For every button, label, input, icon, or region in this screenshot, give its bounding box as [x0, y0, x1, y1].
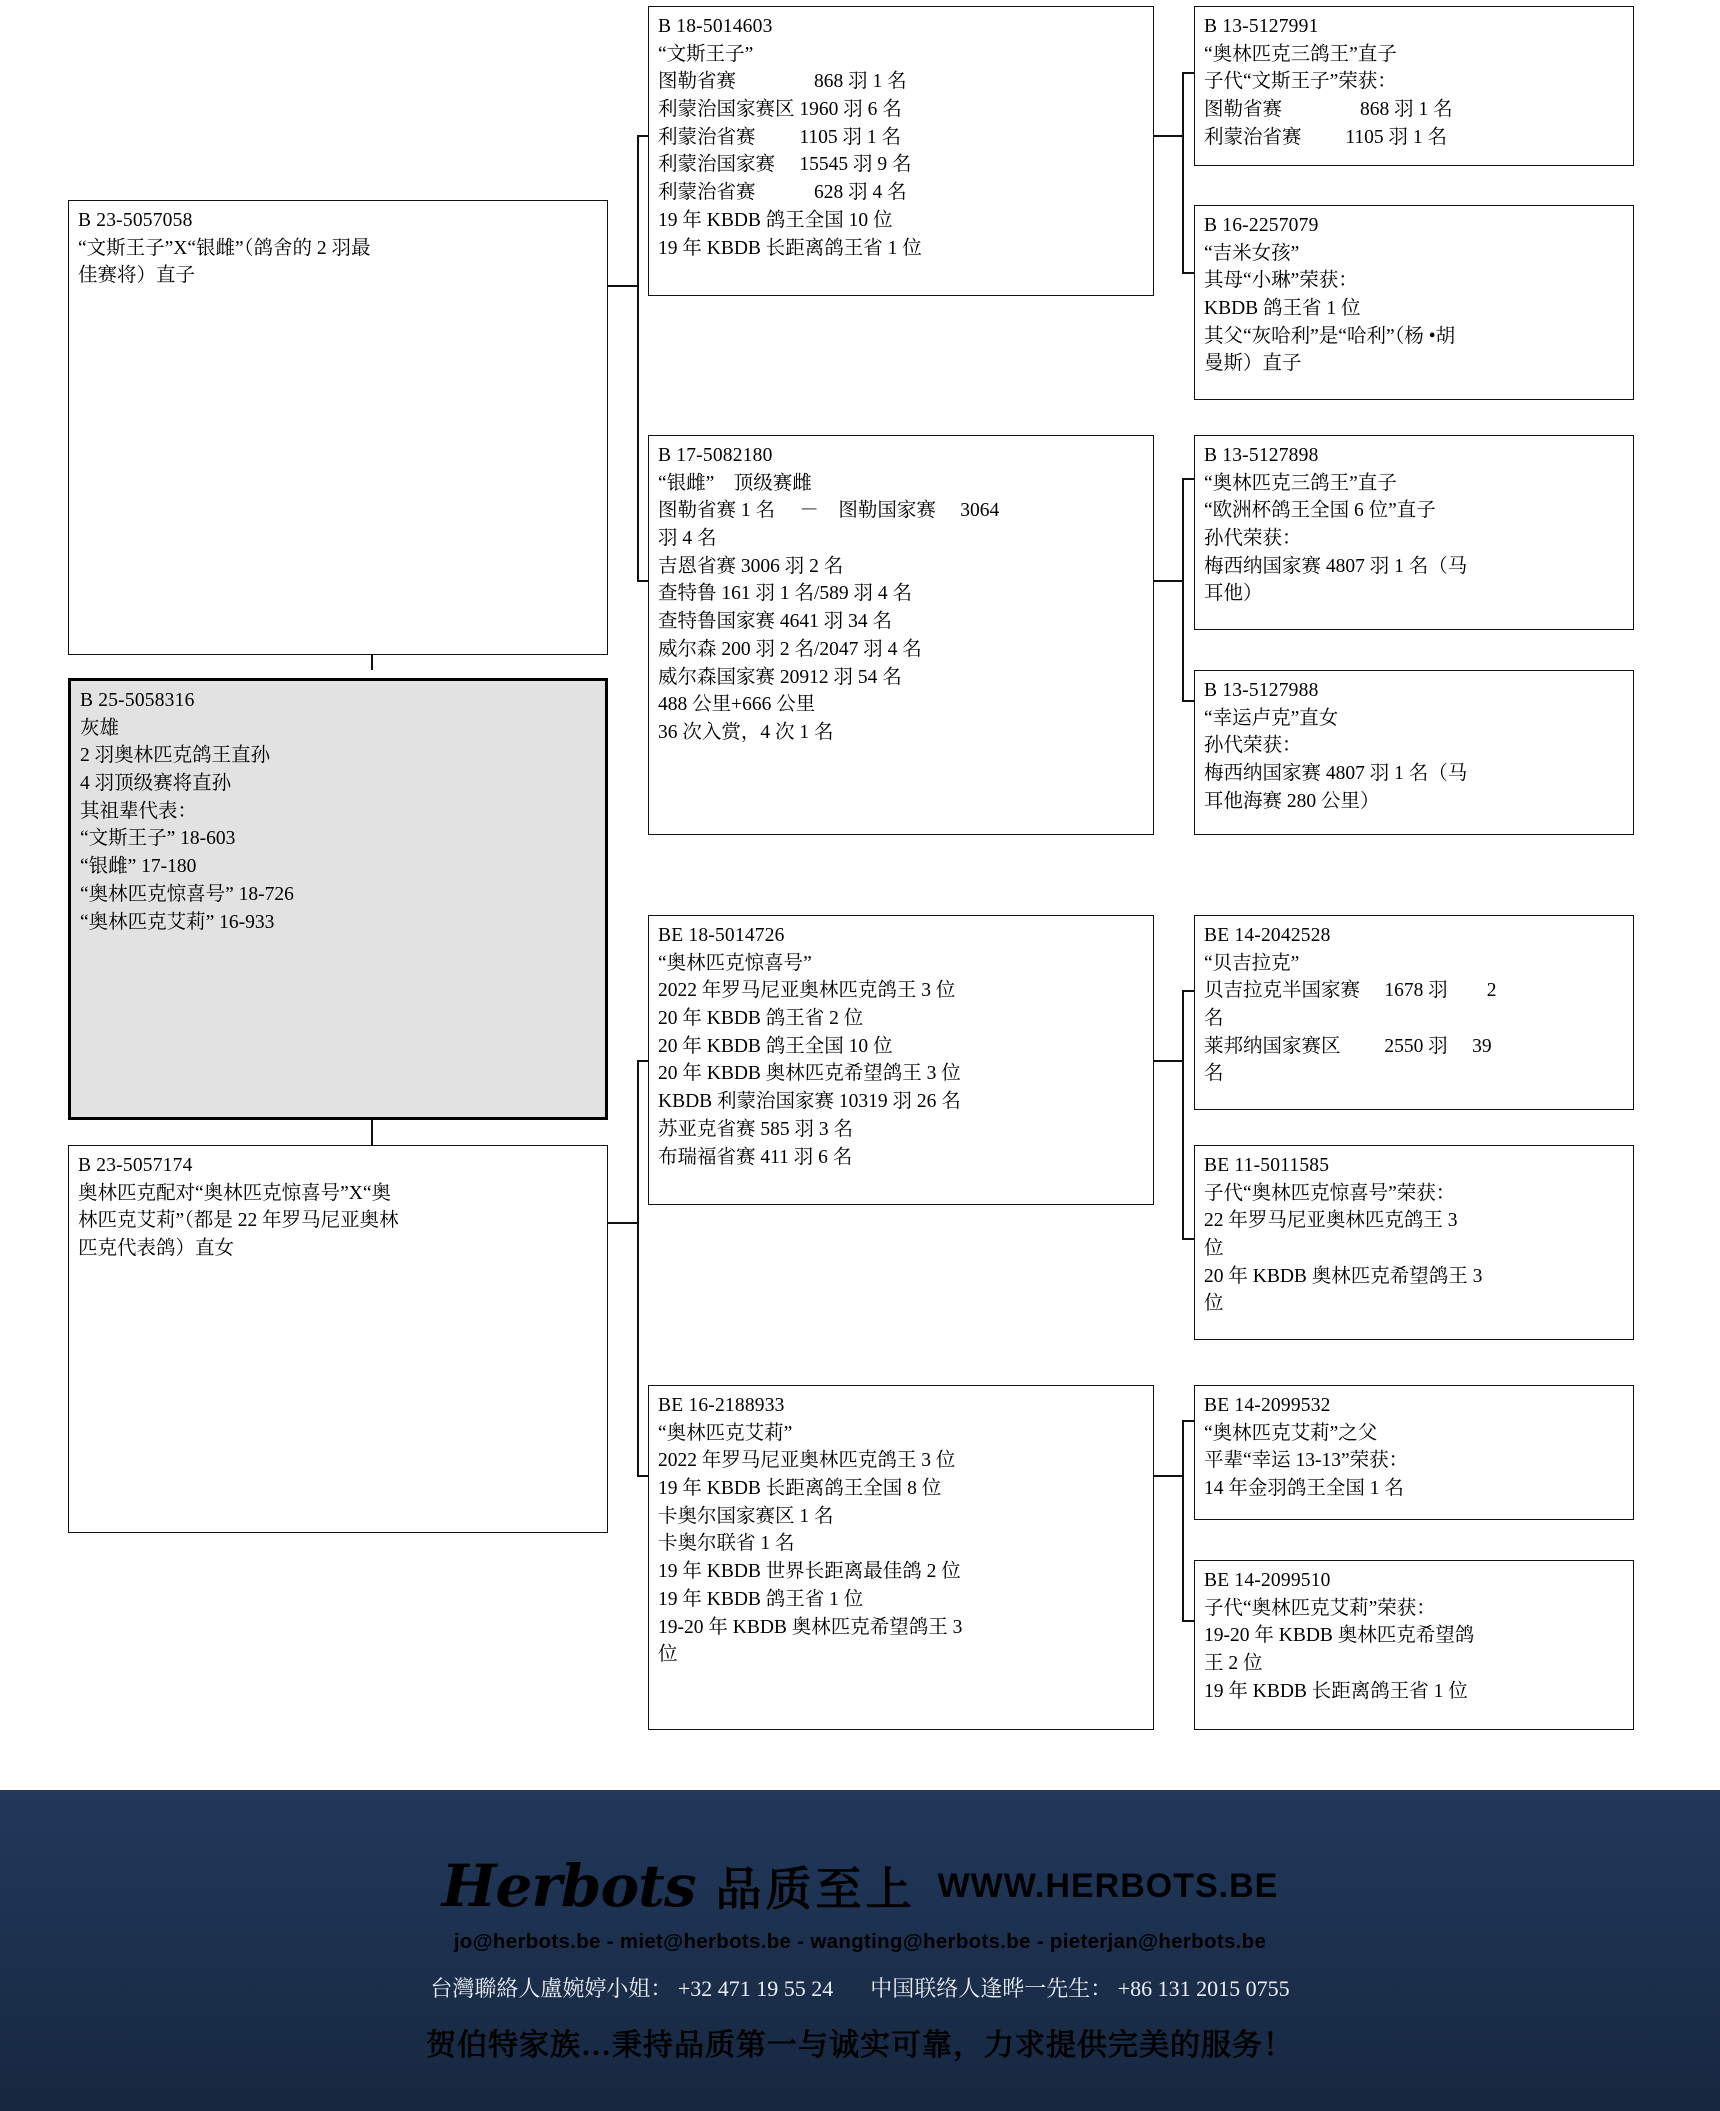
connector	[637, 1060, 639, 1475]
node-line: 王 2 位	[1204, 1653, 1263, 1675]
node-line: 匹克代表鸽）直女	[78, 1238, 235, 1260]
node-line: 4 羽顶级赛将直孙	[80, 773, 232, 795]
node-line: 卡奥尔联省 1 名	[658, 1533, 795, 1555]
node-line: 利蒙治省赛 1105 羽 1 名	[658, 126, 902, 148]
node-line: “银雌” 顶级赛雌	[658, 472, 812, 494]
ring-number: B 13-5127991	[1204, 16, 1319, 37]
ring-number: B 17-5082180	[658, 445, 773, 466]
website-url[interactable]: WWW.HERBOTS.BE	[937, 1866, 1279, 1905]
node-line: 2 羽奥林匹克鸽王直孙	[80, 745, 271, 767]
ring-number: B 18-5014603	[658, 16, 773, 37]
node-line: 奥林匹克配对“奥林匹克惊喜号”X“奥	[78, 1182, 392, 1204]
connector	[1154, 580, 1182, 582]
ring-number: BE 14-2042528	[1204, 925, 1331, 946]
node-line: 14 年金羽鸽王全国 1 名	[1204, 1478, 1404, 1500]
pedigree-node-great-2[interactable]	[1194, 205, 1634, 400]
pedigree-node-subject[interactable]	[68, 678, 608, 1120]
node-line: “奥林匹克艾莉” 16-933	[80, 911, 275, 933]
ring-number: BE 11-5011585	[1204, 1155, 1330, 1176]
ring-number: B 16-2257079	[1204, 215, 1319, 236]
node-line: 吉恩省赛 3006 羽 2 名	[658, 555, 844, 577]
pedigree-node-sire[interactable]	[68, 200, 608, 655]
connector	[1182, 1420, 1184, 1620]
ring-number: B 13-5127988	[1204, 680, 1319, 701]
node-line: 19 年 KBDB 长距离鸽王全国 8 位	[658, 1478, 942, 1500]
node-line: 孙代荣获：	[1204, 735, 1302, 757]
connector	[1182, 700, 1194, 702]
node-line: 利蒙治国家赛区 1960 羽 6 名	[658, 99, 902, 121]
node-line: 莱邦纳国家赛区 2550 羽 39	[1204, 1035, 1492, 1057]
connector	[1154, 135, 1182, 137]
node-line: 耳他海赛 280 公里）	[1204, 790, 1380, 812]
node-line: 子代“奥林匹克惊喜号”荣获：	[1204, 1182, 1456, 1204]
node-line: 图勒省赛 1 名 － 图勒国家赛 3064	[658, 500, 1000, 522]
pedigree-node-great-4[interactable]	[1194, 670, 1634, 835]
node-line: “奥林匹克惊喜号” 18-726	[80, 883, 294, 905]
ring-number: B 23-5057174	[78, 1155, 193, 1176]
node-line: 卡奥尔国家赛区 1 名	[658, 1505, 834, 1527]
ring-number: BE 18-5014726	[658, 925, 785, 946]
node-line: 苏亚克省赛 585 羽 3 名	[658, 1118, 854, 1140]
node-line: 位	[658, 1644, 678, 1666]
node-line: “银雌” 17-180	[80, 856, 197, 878]
contact-china: 中国联络人逢晔一先生： +86 131 2015 0755	[870, 1976, 1290, 2001]
node-line: “文斯王子”X“银雌”（鸽舍的 2 羽最	[78, 237, 371, 259]
node-line: 其祖辈代表：	[80, 800, 198, 822]
brand-slogan-cn: 品质至上	[715, 1864, 916, 1915]
pedigree-node-great-6[interactable]	[1194, 1145, 1634, 1340]
node-line: “文斯王子” 18-603	[80, 828, 236, 850]
node-line: “奥林匹克艾莉”之父	[1204, 1422, 1378, 1444]
connector	[1182, 1620, 1194, 1622]
node-line: 位	[1204, 1238, 1224, 1260]
node-line: 19-20 年 KBDB 奥林匹克希望鸽	[1204, 1625, 1475, 1647]
node-line: 利蒙治省赛 628 羽 4 名	[658, 182, 907, 204]
node-line: “欧洲杯鸽王全国 6 位”直子	[1204, 500, 1436, 522]
pedigree-node-great-8[interactable]	[1194, 1560, 1634, 1730]
node-line: 梅西纳国家赛 4807 羽 1 名（马	[1204, 555, 1468, 577]
node-line: 其母“小琳”荣获：	[1204, 270, 1358, 292]
footer-slogan: 贺伯特家族…秉持品质第一与诚实可靠，力求提供完美的服务！	[426, 2029, 1294, 2062]
connector	[607, 1222, 637, 1224]
connector	[1154, 1475, 1182, 1477]
node-line: 贝吉拉克半国家赛 1678 羽 2	[1204, 980, 1497, 1002]
node-line: 名	[1204, 1008, 1224, 1030]
node-line: 位	[1204, 1293, 1224, 1315]
node-line: “奥林匹克艾莉”	[658, 1422, 793, 1444]
pedigree-node-great-3[interactable]	[1194, 435, 1634, 630]
pedigree-node-grandsire-2[interactable]	[648, 915, 1154, 1205]
connector	[1182, 478, 1184, 700]
node-line: 林匹克艾莉”（都是 22 年罗马尼亚奥林	[78, 1210, 399, 1232]
node-line: 查特鲁国家赛 4641 羽 34 名	[658, 611, 893, 633]
connector	[1182, 1238, 1194, 1240]
node-line: “奥林匹克三鸽王”直子	[1204, 472, 1397, 494]
contact-persons	[0, 1972, 1720, 2003]
herbots-logo: Herbots	[441, 1852, 696, 1920]
node-line: “文斯王子”	[658, 43, 754, 65]
node-line: 查特鲁 161 羽 1 名/589 羽 4 名	[658, 583, 913, 605]
node-line: 图勒省赛 868 羽 1 名	[658, 71, 907, 93]
node-line: 2022 年罗马尼亚奥林匹克鸽王 3 位	[658, 1450, 956, 1472]
node-line: 利蒙治国家赛 15545 羽 9 名	[658, 154, 912, 176]
node-line: “幸运卢克”直女	[1204, 707, 1339, 729]
node-line: 20 年 KBDB 鸽王全国 10 位	[658, 1035, 893, 1057]
node-line: 图勒省赛 868 羽 1 名	[1204, 99, 1453, 121]
ring-number: BE 14-2099510	[1204, 1570, 1331, 1591]
node-line: 20 年 KBDB 奥林匹克希望鸽王 3 位	[658, 1063, 961, 1085]
node-line: 威尔森 200 羽 2 名/2047 羽 4 名	[658, 638, 922, 660]
connector	[1154, 1060, 1182, 1062]
pedigree-node-grandsire-1[interactable]	[648, 6, 1154, 296]
node-line: 20 年 KBDB 鸽王省 2 位	[658, 1008, 864, 1030]
node-line: 19 年 KBDB 世界长距离最佳鸽 2 位	[658, 1561, 961, 1583]
node-line: 羽 4 名	[658, 528, 717, 550]
node-line: 子代“奥林匹克艾莉”荣获：	[1204, 1597, 1436, 1619]
node-line: “吉米女孩”	[1204, 242, 1300, 264]
node-line: 19 年 KBDB 长距离鸽王省 1 位	[1204, 1680, 1468, 1702]
node-line: 19-20 年 KBDB 奥林匹克希望鸽王 3	[658, 1616, 963, 1638]
node-line: “贝吉拉克”	[1204, 952, 1300, 974]
connector	[1182, 72, 1194, 74]
node-line: 佳赛将）直子	[78, 265, 196, 287]
node-line: 平辈“幸运 13-13”荣获：	[1204, 1450, 1409, 1472]
connector	[1182, 990, 1194, 992]
node-line: 曼斯）直子	[1204, 353, 1302, 375]
node-line: 威尔森国家赛 20912 羽 54 名	[658, 666, 902, 688]
ring-number: B 23-5057058	[78, 210, 193, 231]
ring-number: BE 16-2188933	[658, 1395, 785, 1416]
node-line: 其父“灰哈利”是“哈利”（杨 •胡	[1204, 325, 1456, 347]
node-line: 利蒙治省赛 1105 羽 1 名	[1204, 126, 1448, 148]
contact-taiwan: 台灣聯絡人盧婉婷小姐： +32 471 19 55 24	[430, 1976, 834, 2001]
node-line: 灰雄	[80, 717, 120, 739]
node-line: 耳他）	[1204, 583, 1263, 605]
pedigree-node-granddam-1[interactable]	[648, 435, 1154, 835]
connector	[1182, 72, 1184, 272]
node-line: “奥林匹克惊喜号”	[658, 952, 812, 974]
node-line: 19 年 KBDB 鸽王全国 10 位	[658, 209, 893, 231]
ring-number: B 13-5127898	[1204, 445, 1319, 466]
node-line: KBDB 鸽王省 1 位	[1204, 298, 1361, 320]
brand-row	[0, 1852, 1720, 1920]
ring-number: B 25-5058316	[80, 690, 195, 711]
pedigree-node-great-5[interactable]	[1194, 915, 1634, 1110]
node-line: KBDB 利蒙治国家赛 10319 羽 26 名	[658, 1091, 961, 1113]
node-line: 梅西纳国家赛 4807 羽 1 名（马	[1204, 763, 1468, 785]
node-line: 36 次入赏，4 次 1 名	[658, 721, 834, 743]
connector	[637, 135, 639, 580]
node-line: 布瑞福省赛 411 羽 6 名	[658, 1146, 853, 1168]
pedigree-node-great-1[interactable]	[1194, 6, 1634, 166]
node-line: 2022 年罗马尼亚奥林匹克鸽王 3 位	[658, 980, 956, 1002]
connector	[1182, 990, 1184, 1238]
node-line: 19 年 KBDB 鸽王省 1 位	[658, 1588, 864, 1610]
pedigree-node-dam[interactable]	[68, 1145, 608, 1533]
connector	[607, 285, 637, 287]
node-line: 19 年 KBDB 长距离鸽王省 1 位	[658, 237, 922, 259]
pedigree-node-great-7[interactable]	[1194, 1385, 1634, 1520]
node-line: 488 公里+666 公里	[658, 694, 816, 716]
node-line: 22 年罗马尼亚奥林匹克鸽王 3	[1204, 1210, 1458, 1232]
node-line: 孙代荣获：	[1204, 528, 1302, 550]
contact-emails[interactable]: jo@herbots.be - miet@herbots.be - wangting@herbots.be - pieterjan@herbots.be	[453, 1930, 1267, 1953]
node-line: 名	[1204, 1063, 1224, 1085]
node-line: “奥林匹克三鸽王”直子	[1204, 43, 1397, 65]
pedigree-node-granddam-2[interactable]	[648, 1385, 1154, 1730]
connector	[1182, 272, 1194, 274]
node-line: 20 年 KBDB 奥林匹克希望鸽王 3	[1204, 1265, 1483, 1287]
node-line: 子代“文斯王子”荣获：	[1204, 71, 1397, 93]
ring-number: BE 14-2099532	[1204, 1395, 1331, 1416]
connector	[1182, 1420, 1194, 1422]
connector	[1182, 478, 1194, 480]
